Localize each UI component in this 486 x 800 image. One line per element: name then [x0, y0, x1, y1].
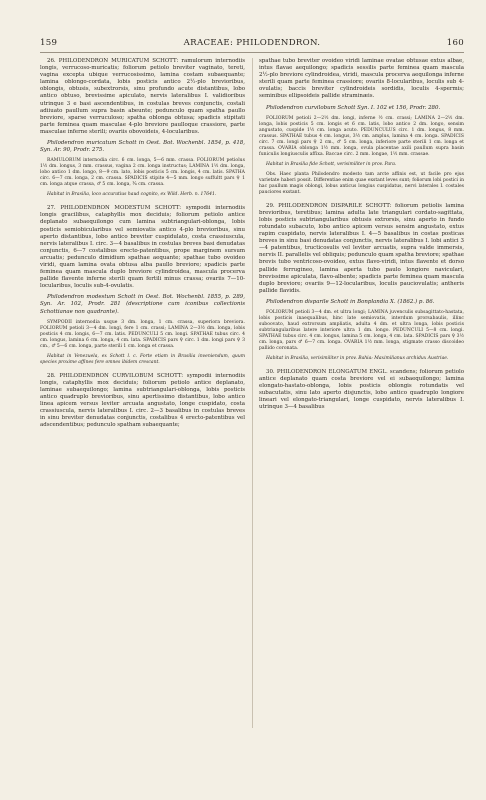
running-title: ARACEAE: PHILODENDRON.: [183, 38, 321, 48]
species-observation: Obs. Haec planta Philodendro modesto tam arcte affinis est, ut facile pro ejus varietate haberi possit. Differentiae enim quae exstant leves sunt; foliorum lobi postici in hac paullum magis oblongi, lobus anticus longius cuspidatus, nervi laterales I. costales pauciores exstant.: [259, 171, 464, 195]
species-habitat: Habitat in Brasilia, verisimiliter in prov. Bahia: Maximilianus archidux Austriae.: [266, 355, 449, 361]
species-measurements: RAMULORUM internodia circ. 6 cm. longa, 5—6 mm. crassa. FOLIORUM petiolus 1½ dm. longus, 3 mm. crassus, vagina 2 cm. longa instructus; LAMINA 1½ dm. longa, lobo antico 1 dm. longo, 8—9 cm. lato, lobis posticis 5 cm. longis, 4 cm. latis. SPATHA circ. 6—7 cm. longa, 2 cm. crassa. SPADICIS stipite 4—5 mm. longo suffultt pars ♀ 1 cm. longa atque crassa, ♂ 5 cm. longa, ¾ cm. crassa.: [40, 158, 245, 188]
species-reference: Philodendron disparile Schott in Bonplandia X. (1862.) p. 86.: [266, 298, 435, 305]
species-habitat: Habitat in Venezuela, ex Schott l. c. Forte etiam in Brasilia inveniendum, quum species proxime affines fere omnes ibidem crescant.: [40, 353, 245, 365]
column-divider: [252, 58, 253, 728]
page-number-left: 159: [40, 38, 58, 48]
species-description: 30. PHILODENDRON ELONGATUM ENGL. scandens; foliorum petiolo antice deplanato quam costa breviore vel ei subaequilongo; lamina elongato-hastato-oblonga, lobis posticis oblongis rotundatis vel subacutatis, sinu lato aperto disjunctis, lobo antico quadruplo longiore lineari vel elongato-triangulari, longe cuspidato, nervis lateralibus I. utrinque 3—4 basalibus: [259, 368, 464, 411]
species-entry-30: [259, 369, 464, 412]
species-reference: Philodendron modestum Schott in Oest. Bot. Wochenbl. 1855, p. 289, Syn. Ar. 102, Prodr. 281 (descriptione cum iconibus collectionis Schottianae non quadrante).: [40, 294, 245, 315]
book-page: [40, 38, 464, 778]
species-entry-27: [40, 205, 245, 365]
text-columns: [40, 58, 464, 778]
species-reference: Philodendron muricatum Schott in Oest. Bot. Wochenbl. 1854, p. 418, Syn. Ar. 90, Prodr. 275.: [40, 140, 245, 154]
species-description: 28. PHILODENDRON CURVILOBUM SCHOTT: sympodii internodiis longis, cataphyllis mox deciduis; foliorum petiolo antice deplanato, laminae subaequilongo; lamina subtriangulari-oblonga, lobis posticis antico quadruplo brevioribus, sinu apertissimo distantibus, lobo antico linea apicem versus leviter arcuata angustato, longe cuspidato, costa crassiuscula, nervis lateralibus I. circ. 2—3 basalibus in costulas breves in sinu breviter denudatas conjunctis, costalibus 4 erecto-patentibus vel adscendentibus; pedunculo spatham subaequante;: [40, 372, 245, 429]
species-measurements: FOLIORUM petioli 3—4 dm. et ultra longi; LAMINA juvenculis subsagittato-hastata, lobis posticis inaequalibus, hinc late semiovatis, interdum prorsabaulis, illinc suboovato, haud extrorsum ampliatis, adulta 4 dm. et ultra longa, lobis posticis subtriangularibus latere interiore ultra 1 dm. longo. PEDUNCULI 5—8 cm. longi. SPATHAE tubus circ. 4 cm. longus, lamina 5 cm. longa, 4 cm. lata. SPADICIS pars ♀ 3½ cm. longa, pars ♂ 6—7 cm. longa. OVARIA 1½ mm. longa, stigmate crasso discoideo pallido coronata.: [259, 309, 464, 351]
species-description: 27. PHILODENDRON MODESTUM SCHOTT: sympodii internodiis longis gracilibus, cataphyllis mox deciduis; foliorum petiolo antice deplanato subaequilongo cum lamina subtriangulari-oblonga, lobis posticis semiobicularibus vel semiovatis antico 4-plo brevioribus, sinu aperto distantibus, lobo antico breviter cuspidulato, costa crassiuscula, nervis lateralibus I. circ. 3—4 basalibus in costulas breves basi denudatas conjunctis, 6—7 costalibus erecto-patentibus, prope marginem sursum arcuatis; pedunculo dimidium spathae aequante; spathae tubo ovoideo viridi, quam lamina ovata obtusa alba paullo breviore; spadicis parte feminea quam mascula duplo breviore cylindroidea, mascula procerva pallide flavente inferne sterili quam fertili minus crassa; ovariis 7—10-locularibus, loculis sub-4-ovulatis.: [40, 205, 245, 290]
species-entry-28: [40, 373, 245, 430]
species-reference: Philodendron curvilobum Schott Syn. I. 102 et 156, Prodr. 280.: [266, 104, 441, 111]
species-measurements: SYMPODII internodia usque 3 dm. longa, 1 cm. crassa, superiora breviora. FOLIORUM petioli 3—4 dm. longi, fere 1 cm. crassi; LAMINA 2—3½ dm. longa, lobis posticis 4 cm. longis, 6—7 cm. latis. PEDUNCULI 5 cm. longi. SPATHAE tubus circ. 4 cm. longus, lamina 6 cm. longa, 4 cm. lata. SPADICIS pars ♀ circ. 1 dm. longi pars ♀ 3 cm., ♂ 5—6 cm. longa, parte sterili 1 cm. longa et crassa.: [40, 319, 245, 349]
species-description: spathae tubo breviter ovoideo viridi laminae ovatae obtusae extus albae, intus flavae aequilongo; spadicis sessilis parte feminea quam mascula 2½-plo breviore cylindroidea, viridi, mascula procerva aequilonga inferne sterili quam parte feminea crassiore; ovariis 8-locularibus, loculis sub 4-ovulatis; baccis breviter cylindroideis sordidis, loculis 4-spermis; seminibus ellipsoideis pallide straminæis.: [259, 58, 464, 100]
species-entry-28-continued: [259, 58, 464, 196]
species-description: 26. PHILODENDRON MURICATUM SCHOTT: ramulorum internodiis longis, verrucoso-muricatis; foliorum petiolo breviter vaginato, tereti, vagina excepta ubique verrucosissimo, lamina costam subaequante; lamina oblongo-cordata, lobis posticis antico 2½-plo brevioribus, oblongis, obtusis, subextrorsis, sinu profundo acute distantibus, lobo antico obtuso, brevissime apiculato, nervis lateralibus I. validioribus utrinque 3 e basi ascendentibus, in costulas breves conjunctis, costali adiiuato paullum supra basin abeunte; pedunculo quam spatha paullo breviore, sparse verruculoso; spatha oblonga obtusa; spadicis stipitati parte feminea quam masculae 4-plo breviore paulloque crassiore, parte masculae inferne sterili; ovariis obovoideis, 4-locularibus.: [40, 58, 245, 135]
left-column: [40, 58, 245, 778]
species-measurements: FOLIORUM petioli 2—2½ dm. longi, inferne ½ cm. crassi; LAMINA 2—2½ dm. longa, lobis posticis 5 cm. longis et 6 cm. latis, lobo antico 2 dm. longo, sensim angustato, cuspide 1½ cm. longa acuto. PEDUNCULUS circ. 1 dm. longus, 8 mm. crassus. SPATHAE tubus 4 cm. longus, 3½ cm. amplus, lamina 4 cm. longa. SPADICIS circ. 7 cm. longi pars ♀ 2 cm., ♂ 5 cm. longa, inferiore parte sterili 1 cm. longa et crassa. OVARIA oblonga 1½ mm. longa, ovula placentae axili paullum supra basin funiculis longiusculis affixa. Baccae circ. 2 mm. longae, 1½ mm. crassae.: [259, 115, 464, 157]
right-column: [259, 58, 464, 778]
page-number-right: 160: [446, 38, 464, 48]
species-habitat: Habitat in Brasilia fide Schott, verisimiliter in prov. Para.: [266, 161, 397, 167]
species-entry-29: [259, 203, 464, 362]
species-description: 29. PHILODENDRON DISPARILE SCHOTT: foliorum petiolis lamina brevioribus, teretibus; lamina adulta late triangulari cordato-sagittata, lobis posticis subtriangularibus obtusis extrorsis, sinu aperto in fundo rotundato subacuto, lobo antico apicem versus sensim angustato, extus rapim cuspidato, nervis lateralibus I. 4—5 basalibus in costas posticas breves in sinu basi denudatas conjunctis, nervis lateralibus I. lobi antici 3—4 patentibus, tructicosulis vel leviter arcuatis, supra valde immersis, nervis II. parallelis vel obliquis; pedunculo quam spatha breviore; spathae brevis tubo ventricoso-ovoideo, extus flavo-viridi, intus flavente et dorso pallide ferrugineo, lamina aperta tubo paulo longiore naviculari, brevissime apiculata, flavo-albente; spadicis parte feminea quam mascula duplo breviore; ovariis 9—12-locularibus, loculis pauciovulatis; antheris pallide flavidis.: [259, 202, 464, 294]
running-header: [40, 38, 464, 53]
species-entry-26: [40, 58, 245, 198]
species-habitat: Habitat in Brasilia, loco accuratius haud cognito, ex Wild. Herb. n. 17641.: [47, 192, 217, 198]
